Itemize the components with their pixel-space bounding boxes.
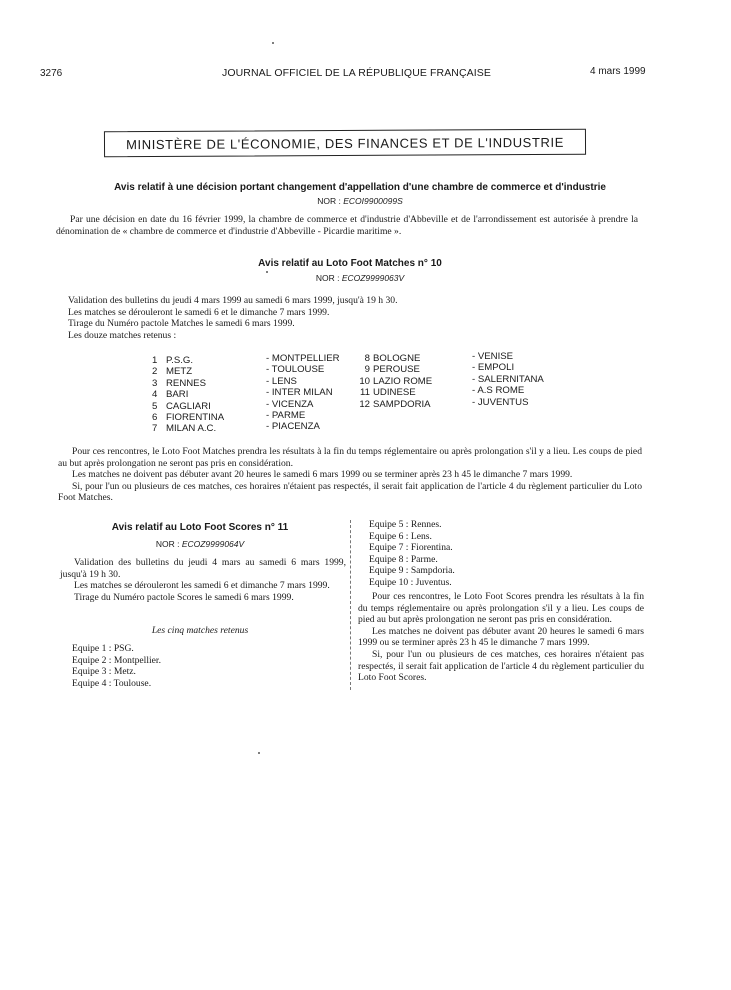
- match-away-team: - JUVENTUS: [472, 396, 529, 408]
- match-away-team: - MONTPELLIER: [266, 353, 340, 364]
- match-number: 4: [152, 389, 158, 401]
- nor-code: ECOZ9999064V: [181, 539, 245, 549]
- match-number: 3: [152, 377, 158, 389]
- match-away-team: - INTER MILAN: [266, 387, 333, 399]
- match-number: 9: [364, 364, 370, 376]
- matches-right-away: [472, 351, 572, 408]
- notice-2-closing-paragraph: Pour ces rencontres, le Loto Foot Matches prendra les résultats à la fin du temps réglementaire ou après prolongation s'il y a lieu. Les coups de pied au but après prolongation ne seront pas pris en considération.: [58, 446, 642, 469]
- match-away-team: - VICENZA: [266, 398, 314, 410]
- team-entry: Equipe 8 : Parme.: [369, 553, 438, 565]
- notice-3-title: Avis relatif au Loto Foot Scores n° 11: [111, 522, 289, 533]
- team-entry: Equipe 5 : Rennes.: [369, 519, 442, 530]
- nor-code: ECOI9900099S: [343, 196, 403, 206]
- notice-2-nor: [210, 273, 510, 283]
- notice-2-closing: [58, 446, 642, 504]
- notice-1-nor: [200, 196, 520, 206]
- notice-2-closing-paragraph: Si, pour l'un ou plusieurs de ces matches, ces horaires n'étaient pas respectés, il serait fait application de l'article 4 du règlement particulier du Loto Foot Matches.: [58, 480, 642, 504]
- match-home-team: METZ: [166, 366, 193, 378]
- notice-3-closing-paragraph: Si, pour l'un ou plusieurs de ces matches, ces horaires n'étaient pas respectés, il serait fait application de l'article 4 du règlement particulier du Loto Foot Scores.: [358, 648, 644, 684]
- match-home-team: UDINESE: [373, 387, 416, 399]
- nor-label: NOR :: [155, 539, 180, 549]
- team-entry: Equipe 3 : Metz.: [72, 666, 136, 678]
- ink-speck: [258, 752, 260, 754]
- team-entry: Equipe 10 : Juventus.: [369, 576, 452, 588]
- notice-3-teams-right: [369, 519, 569, 589]
- match-number: 5: [152, 400, 158, 412]
- team-entry: Equipe 2 : Montpellier.: [72, 654, 161, 666]
- match-home-team: MILAN A.C.: [166, 423, 217, 435]
- matches-left-home: [166, 355, 262, 435]
- match-number: 1: [152, 355, 158, 366]
- match-home-team: SAMPDORIA: [373, 398, 431, 410]
- notice-1-title: Avis relatif à une décision portant changement d'appellation d'une chambre de commerce et d'industrie: [114, 182, 606, 193]
- match-away-team: - PARME: [266, 410, 306, 422]
- notice-2-closing-paragraph: Les matches ne doivent pas débuter avant 20 heures le samedi 6 mars 1999 ou se terminer après 23 h 45 le dimanche 7 mars 1999.: [72, 469, 573, 481]
- notice-3-intro: [60, 557, 346, 603]
- nor-label: NOR :: [317, 196, 341, 206]
- team-entry: Equipe 6 : Lens.: [369, 530, 432, 542]
- match-away-team: - EMPOLI: [472, 362, 515, 374]
- notice-1-body: [56, 214, 638, 237]
- ink-speck: [272, 42, 274, 44]
- publication-date: 4 mars 1999: [590, 66, 646, 77]
- team-entry: Equipe 4 : Toulouse.: [72, 677, 152, 689]
- column-divider: [350, 520, 351, 690]
- notice-2-line: Les douze matches retenus :: [68, 329, 177, 341]
- match-home-team: CAGLIARI: [166, 400, 211, 412]
- notice-3-teams-left: [72, 643, 272, 689]
- match-number: 8: [364, 353, 370, 364]
- notice-3-paragraph: Les matches se dérouleront les samedi 6 et dimanche 7 mars 1999.: [74, 580, 330, 592]
- matches-left-away: [266, 353, 356, 433]
- notice-1-paragraph: Par une décision en date du 16 février 1999, la chambre de commerce et d'industrie d'Abbeville et de l'arrondissement est autorisée à prendre la dénomination de « chambre de commerce et d'industrie d'Abbeville - Picardie maritime ».: [56, 214, 638, 237]
- match-number: 10: [359, 375, 370, 387]
- match-number: 7: [152, 423, 158, 435]
- notice-3-nor: [90, 539, 310, 549]
- match-home-team: LAZIO ROME: [373, 375, 433, 387]
- match-number: 6: [152, 412, 158, 424]
- match-away-team: - SALERNITANA: [472, 373, 544, 385]
- notice-2-intro: [68, 295, 628, 341]
- notice-3-paragraph: Tirage du Numéro pactole Scores le samedi 6 mars 1999.: [74, 591, 294, 603]
- ministry-title: MINISTÈRE DE L'ÉCONOMIE, DES FINANCES ET DE L'INDUSTRIE: [126, 134, 564, 152]
- match-number: 2: [152, 366, 158, 378]
- notice-2-line: Les matches se dérouleront le samedi 6 et le dimanche 7 mars 1999.: [68, 306, 330, 318]
- notice-3-closing-paragraph: Pour ces rencontres, le Loto Foot Scores prendra les résultats à la fin du temps réglementaire ou après prolongation s'il y a lieu. Les coups de pied au but après prolongation ne seront pas pris en considération.: [358, 591, 644, 626]
- match-home-team: RENNES: [166, 377, 206, 389]
- matches-right-home: [373, 353, 465, 410]
- notice-3-closing: [358, 591, 644, 684]
- nor-label: NOR :: [315, 273, 340, 283]
- page-number: 3276: [40, 68, 63, 79]
- team-entry: Equipe 9 : Sampdoria.: [369, 565, 455, 577]
- notice-3-closing-paragraph: Les matches ne doivent pas débuter avant 20 heures le samedi 6 mars 1999 ou se terminer après 23 h 45 le dimanche 7 mars 1999.: [358, 625, 644, 649]
- match-away-team: - TOULOUSE: [266, 364, 325, 376]
- match-home-team: BOLOGNE: [373, 353, 421, 364]
- notice-3-subtitle: Les cinq matches retenus: [151, 625, 249, 636]
- match-away-team: - A.S ROME: [472, 385, 525, 397]
- match-away-team: - PIACENZA: [266, 421, 320, 433]
- match-number: 11: [360, 387, 370, 399]
- team-entry: Equipe 7 : Fiorentina.: [369, 542, 453, 554]
- notice-2-line: Validation des bulletins du jeudi 4 mars 1999 au samedi 6 mars 1999, jusqu'à 19 h 30.: [68, 295, 398, 306]
- match-number: 12: [359, 398, 370, 410]
- match-home-team: PEROUSE: [373, 364, 420, 376]
- match-away-team: - LENS: [266, 375, 297, 387]
- match-home-team: FIORENTINA: [166, 412, 225, 424]
- matches-right-numbers: [352, 353, 370, 410]
- match-away-team: - VENISE: [472, 351, 514, 362]
- notice-2-title: Avis relatif au Loto Foot Matches n° 10: [258, 258, 442, 269]
- matches-left-numbers: [152, 355, 166, 435]
- ministry-title-box: [104, 129, 586, 158]
- journal-title: JOURNAL OFFICIEL DE LA RÉPUBLIQUE FRANÇAISE: [222, 67, 491, 79]
- match-home-team: BARI: [166, 389, 189, 401]
- notice-2-line: Tirage du Numéro pactole Matches le samedi 6 mars 1999.: [68, 318, 295, 330]
- match-home-team: P.S.G.: [166, 355, 194, 366]
- nor-code: ECOZ9999063V: [341, 273, 405, 283]
- notice-3-paragraph: Validation des bulletins du jeudi 4 mars au samedi 6 mars 1999, jusqu'à 19 h 30.: [60, 557, 346, 580]
- team-entry: Equipe 1 : PSG.: [72, 643, 134, 654]
